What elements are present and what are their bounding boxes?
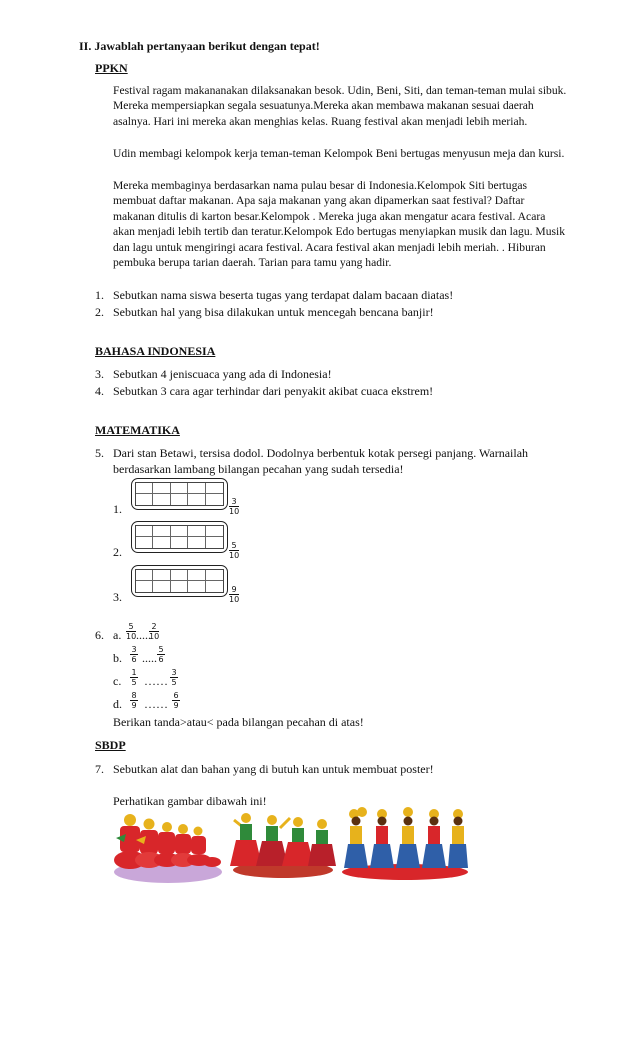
q6-label: c. (113, 674, 122, 688)
fraction-right: 6 9 (173, 691, 179, 710)
question-number: 7. (95, 762, 104, 776)
fraction: 3 10 (229, 497, 240, 516)
item-number: 1. (113, 502, 122, 516)
item-number: 3. (113, 590, 122, 604)
question-1-text: Sebutkan nama siswa beserta tugas yang terdapat dalam bacaan diatas! (113, 288, 454, 302)
comparison-blank[interactable]: ..... (142, 651, 157, 665)
matematika-title: MATEMATIKA (95, 423, 180, 437)
fraction-left: 8 9 (131, 691, 137, 710)
fraction-right: 3 5 (171, 668, 177, 687)
section-heading: II. Jawablah pertanyaan berikut dengan tepat! (79, 39, 320, 53)
item-number: 2. (113, 545, 122, 559)
ppkn-title: PPKN (95, 61, 128, 75)
ppkn-paragraph-3: Mereka membaginya berdasarkan nama pulau besar di Indonesia.Kelompok Siti bertugas membuat daftar makanan. Apa saja makanan yang akan dipamerkan saat festival? Daftar makanan ditulis di karton besar.Kelompok . Mereka juga akan mengatur acara festival. Acara akan menjadi lebih tertib dan teratur.Kelompok Edo bertugas menyiapkan musik dan lagu. Musik dan lagu untuk mengiringi acara festival. Acara festival akan menjadi lebih meriah. . Hiburan pembuka berupa tarian daerah. Tarian para tamu yang hadir. (113, 179, 566, 270)
group-dancers-illustration (340, 806, 470, 882)
ppkn-paragraph-2: Udin membagi kelompok kerja teman-teman Kelompok Beni bertugas menyusun meja dan kursi. (113, 147, 565, 160)
dodol-rectangle[interactable] (131, 565, 228, 597)
question-number: 6. (95, 628, 104, 642)
seated-dancers-illustration (112, 808, 224, 884)
bahasa-title: BAHASA INDONESIA (95, 344, 216, 358)
dodol-rectangle[interactable] (131, 478, 228, 510)
q6-instruction: Berikan tanda>atau< pada bilangan pecahan di atas! (113, 715, 364, 729)
fraction: 5 10 (229, 541, 240, 560)
question-3-text: Sebutkan 4 jeniscuaca yang ada di Indonesia! (113, 367, 332, 381)
fraction-left: 1 5 (131, 668, 137, 687)
comparison-blank[interactable]: …… (144, 697, 168, 711)
question-number: 1. (95, 288, 104, 302)
sbdp-title: SBDP (95, 738, 126, 752)
question-5-line-2: berdasarkan lambang bilangan pecahan yang sudah tersedia! (113, 462, 404, 476)
fraction-left: 5 10 (126, 622, 137, 641)
q6-label: d. (113, 697, 122, 711)
question-number: 3. (95, 367, 104, 381)
question-7-text: Sebutkan alat dan bahan yang di butuh kan untuk membuat poster! (113, 762, 434, 776)
question-number: 5. (95, 446, 104, 460)
comparison-blank[interactable]: …… (144, 674, 168, 688)
question-number: 4. (95, 384, 104, 398)
question-5-line-1: Dari stan Betawi, tersisa dodol. Dodolnya berbentuk kotak persegi panjang. Warnailah (113, 446, 529, 460)
ppkn-paragraph-1: Festival ragam makananakan dilaksanakan besok. Udin, Beni, Siti, dan teman-teman mulai sibuk. Mereka mempersiapkan segala sesuatunya.Mereka akan membawa makanan sesuai daerah asalnya. Hari ini mereka akan menghias kelas. Ruang festival akan menjadi lebih meriah. (113, 84, 567, 128)
fraction-right: 2 10 (149, 622, 160, 641)
fraction-left: 3 6 (131, 645, 137, 664)
standing-dancers-illustration (228, 808, 338, 880)
fraction: 9 10 (229, 585, 240, 604)
comparison-blank[interactable]: ..... (136, 628, 151, 642)
question-2-text: Sebutkan hal yang bisa dilakukan untuk mencegah bencana banjir! (113, 305, 434, 319)
dodol-rectangle[interactable] (131, 521, 228, 553)
question-number: 2. (95, 305, 104, 319)
fraction-right: 5 6 (158, 645, 164, 664)
image-note: Perhatikan gambar dibawah ini! (113, 794, 267, 808)
q6-label: b. (113, 651, 122, 665)
question-4-text: Sebutkan 3 cara agar terhindar dari penyakit akibat cuaca ekstrem! (113, 384, 434, 398)
q6-label: a. (113, 628, 122, 642)
